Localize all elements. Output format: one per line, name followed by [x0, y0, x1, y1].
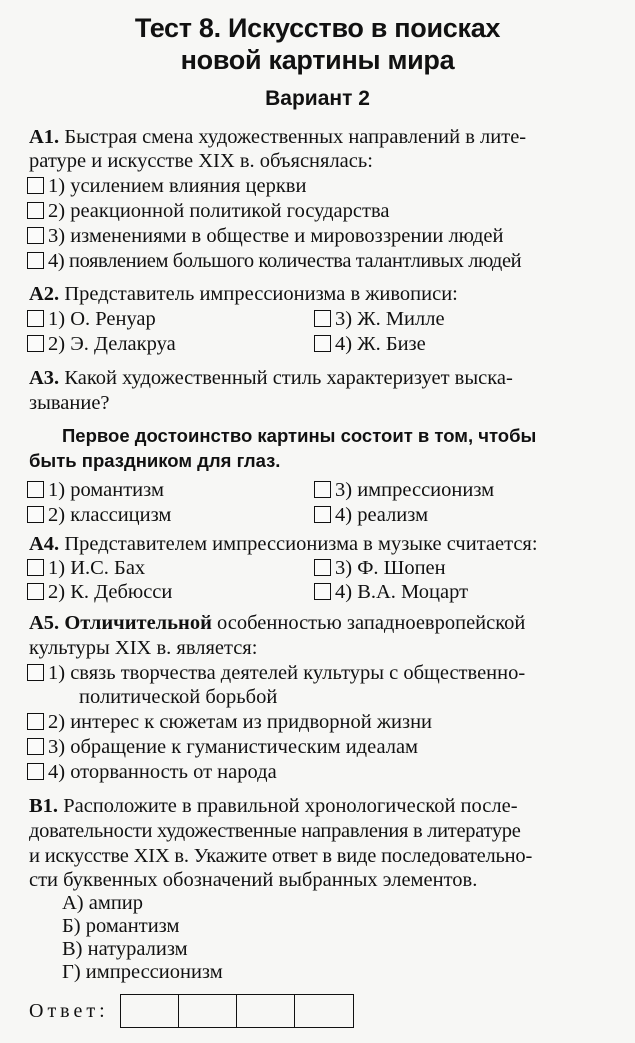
a3-option-3[interactable] — [314, 478, 494, 503]
a5-option-2-checkbox[interactable] — [27, 713, 44, 730]
a2-question — [29, 282, 458, 307]
a5-question-text-2: культуры XIX в. является: — [29, 637, 258, 659]
a1-option-2-checkbox[interactable] — [27, 202, 44, 219]
a4-option-2-checkbox[interactable] — [27, 583, 44, 600]
b1-item-g: Г) импрессионизм — [62, 961, 223, 983]
a1-option-1[interactable] — [27, 174, 306, 199]
a5-question — [29, 611, 525, 636]
a4-option-4-label: 4) В.А. Моцарт — [335, 581, 469, 603]
a5-option-1-checkbox[interactable] — [27, 664, 44, 681]
b1-question — [29, 794, 518, 819]
a2-option-3-label: 3) Ж. Милле — [335, 308, 445, 330]
a1-question-text-2: ратуре и искусстве XIX в. объяснялась: — [29, 150, 373, 172]
a4-option-2-label: 2) К. Дебюсси — [48, 581, 173, 603]
a3-option-2-label: 2) классицизм — [48, 504, 172, 526]
a5-option-2[interactable] — [27, 710, 432, 735]
a3-quote-line1: Первое достоинство картины состоит в том, чтобы — [62, 425, 537, 446]
a5-option-4-label: 4) оторванность от народа — [48, 761, 277, 783]
a2-number: А2. — [29, 283, 60, 305]
a3-option-1-checkbox[interactable] — [27, 481, 44, 498]
a5-question-rest: особенностью западноевропейской — [217, 612, 526, 634]
a3-quote-line2: быть праздником для глаз. — [29, 450, 281, 471]
a4-option-1-checkbox[interactable] — [27, 559, 44, 576]
a3-option-2-checkbox[interactable] — [27, 506, 44, 523]
a4-option-2[interactable] — [27, 580, 172, 605]
a5-number: А5. — [29, 612, 60, 634]
a1-option-4[interactable] — [27, 249, 521, 274]
b1-item-v: В) натурализм — [62, 938, 188, 960]
a1-option-1-checkbox[interactable] — [27, 177, 44, 194]
a1-option-2-label: 2) реакционной политикой государства — [48, 200, 390, 222]
a2-option-2-checkbox[interactable] — [27, 335, 44, 352]
a4-option-3[interactable] — [314, 556, 446, 581]
a2-option-4[interactable] — [314, 332, 426, 357]
answer-grid[interactable] — [120, 994, 354, 1028]
test-title-line1: Тест 8. Искусство в поисках — [134, 13, 501, 43]
a3-option-1[interactable] — [27, 478, 164, 503]
a3-option-4-label: 4) реализм — [335, 504, 429, 526]
a1-question — [29, 125, 526, 150]
a2-option-4-checkbox[interactable] — [314, 335, 331, 352]
a3-question — [29, 366, 513, 391]
a1-number: А1. — [29, 126, 60, 148]
a4-question — [29, 532, 538, 557]
answer-cell[interactable] — [179, 995, 237, 1027]
a1-option-3[interactable] — [27, 224, 503, 249]
a2-option-3[interactable] — [314, 307, 445, 332]
a2-option-1-checkbox[interactable] — [27, 310, 44, 327]
variant-label: Вариант 2 — [265, 87, 370, 110]
a1-option-1-label: 1) усилением влияния церкви — [48, 175, 307, 197]
a4-option-3-checkbox[interactable] — [314, 559, 331, 576]
a2-question-text: Представитель импрессионизма в живописи: — [64, 283, 458, 305]
a2-option-2[interactable] — [27, 332, 176, 357]
answer-cell[interactable] — [121, 995, 179, 1027]
a3-option-3-checkbox[interactable] — [314, 481, 331, 498]
a1-option-3-checkbox[interactable] — [27, 227, 44, 244]
a1-option-2[interactable] — [27, 199, 389, 224]
test-title-line2: новой картины мира — [180, 45, 455, 75]
a1-question-text-1: Быстрая смена художественных направлений в лите- — [64, 126, 527, 148]
a1-option-4-checkbox[interactable] — [27, 252, 44, 269]
a4-option-4-checkbox[interactable] — [314, 583, 331, 600]
a5-option-3-checkbox[interactable] — [27, 738, 44, 755]
a3-option-4-checkbox[interactable] — [314, 506, 331, 523]
a2-option-4-label: 4) Ж. Бизе — [335, 333, 426, 355]
a5-option-1-label-1: 1) связь творчества деятелей культуры с общественно- — [48, 662, 526, 684]
b1-question-text-2: довательности художественные направления в литературе — [29, 820, 521, 842]
a3-option-3-label: 3) импрессионизм — [335, 479, 495, 501]
a5-option-2-label: 2) интерес к сюжетам из придворной жизни — [48, 711, 433, 733]
a4-option-3-label: 3) Ф. Шопен — [335, 557, 446, 579]
a2-option-1[interactable] — [27, 307, 156, 332]
a1-option-3-label: 3) изменениями в обществе и мировоззрении людей — [48, 225, 504, 247]
a3-option-1-label: 1) романтизм — [48, 479, 164, 501]
a4-question-text: Представителем импрессионизма в музыке считается: — [64, 533, 538, 555]
a3-question-text-1: Какой художественный стиль характеризует выска- — [64, 367, 513, 389]
answer-label: Ответ: — [29, 1000, 109, 1022]
a3-option-4[interactable] — [314, 503, 428, 528]
a2-option-1-label: 1) О. Ренуар — [48, 308, 156, 330]
b1-question-text-1: Расположите в правильной хронологической после- — [63, 795, 518, 817]
a3-number: А3. — [29, 367, 60, 389]
a5-option-3[interactable] — [27, 735, 418, 760]
answer-cell[interactable] — [237, 995, 295, 1027]
a4-option-1-label: 1) И.С. Бах — [48, 557, 146, 579]
answer-cell[interactable] — [295, 995, 353, 1027]
a4-option-1[interactable] — [27, 556, 145, 581]
a5-option-1-label-2: политической борьбой — [79, 686, 278, 708]
a4-number: А4. — [29, 533, 60, 555]
b1-question-text-3: и искусстве XIX в. Укажите ответ в виде последовательно- — [29, 845, 533, 867]
a2-option-3-checkbox[interactable] — [314, 310, 331, 327]
b1-number: В1. — [29, 795, 59, 817]
a5-option-4[interactable] — [27, 760, 277, 785]
a3-option-2[interactable] — [27, 503, 171, 528]
a5-option-1[interactable] — [27, 661, 525, 686]
a5-question-bold: Отличительной — [64, 612, 212, 634]
a3-question-text-2: зывание? — [29, 392, 110, 414]
a5-option-3-label: 3) обращение к гуманистическим идеалам — [48, 736, 419, 758]
b1-item-a: А) ампир — [62, 892, 144, 914]
b1-item-b: Б) романтизм — [62, 915, 180, 937]
a5-option-4-checkbox[interactable] — [27, 763, 44, 780]
a1-option-4-label: 4) появлением большого количества талантливых людей — [48, 250, 522, 272]
a2-option-2-label: 2) Э. Делакруа — [48, 333, 176, 355]
a4-option-4[interactable] — [314, 580, 468, 605]
b1-question-text-4: сти буквенных обозначений выбранных элементов. — [29, 869, 478, 891]
